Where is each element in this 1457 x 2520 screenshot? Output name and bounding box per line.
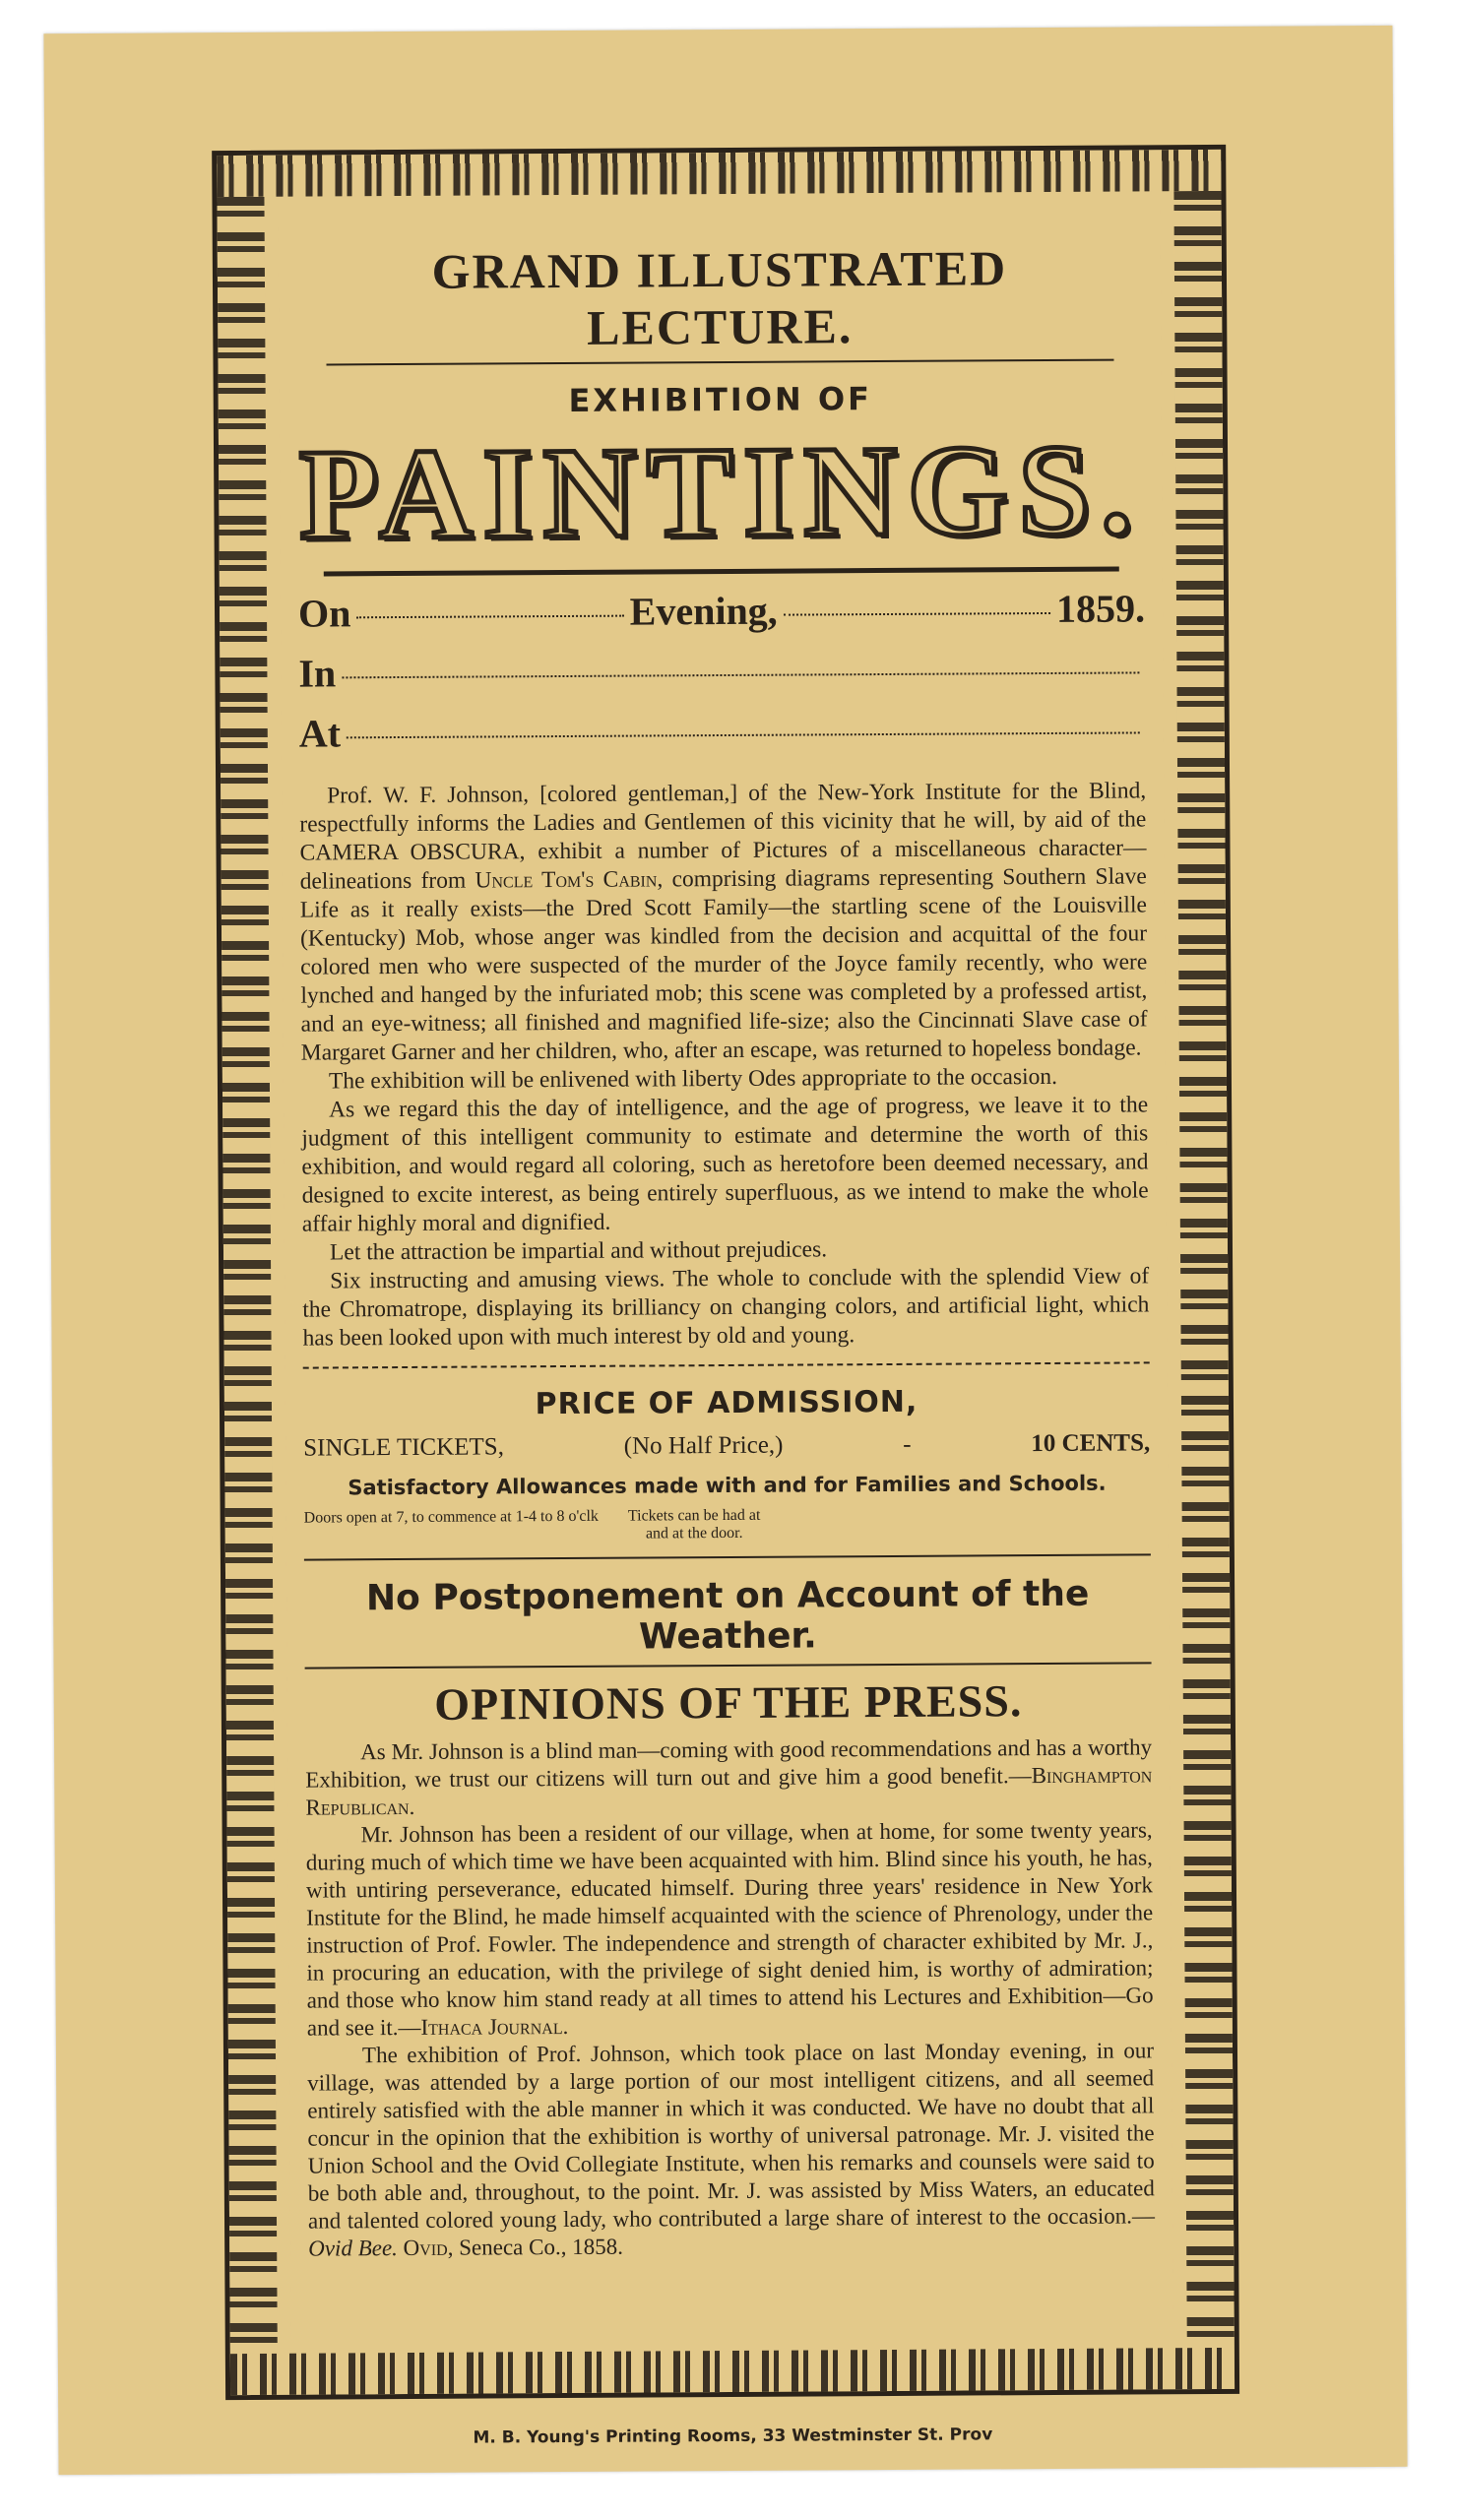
allowances-note: Satisfactory Allowances made with and for Families and Schools. — [348, 1471, 1107, 1499]
paragraph: Let the attraction be impartial and without prejudices. — [329, 1235, 828, 1266]
exhibition-subheading: EXHIBITION OF — [568, 380, 873, 419]
dash: - — [903, 1430, 912, 1458]
date-blank — [784, 612, 1050, 616]
divider — [304, 1553, 1151, 1560]
at-label: At — [298, 710, 342, 756]
evening-label: Evening, — [629, 588, 778, 634]
left-ornament-band — [217, 197, 277, 2354]
press-heading: OPINIONS OF THE PRESS. — [434, 1674, 1023, 1730]
date-line — [298, 585, 1145, 636]
divider-dashed — [303, 1361, 1150, 1368]
divider-thick — [324, 566, 1119, 576]
ticket-label: SINGLE TICKETS, — [303, 1432, 504, 1462]
top-ornament-band — [217, 150, 1221, 197]
date-blank — [356, 614, 623, 618]
poster-body — [279, 201, 1173, 2343]
press-opinions — [305, 1733, 1155, 2262]
paragraph: Prof. W. F. Johnson, [colored gentleman,] of the New-York Institute for the Blind, respectfully informs the Ladies and Gentlemen of this vicinity that he will, by aid of the CAMERA OBSCURA, exhibit a number of Pictures of a miscellaneous character—delineations from Uncle Tom's Cabin, comprising diagrams representing Southern Slave Life as it really exists—the Dred Scott Family—the startling scene of the Louisville (Kentucky) Mob, whose anger was kindled from the decision and acquittal of the four colored men who were suspected of the murder of the Joyce family recently, who were lynched and hanged by the infuriated mob; this scene was completed by a professed artist, and an eye-witness; all finished and magnified life-size; also the Cincinnati Slave case of Margaret Garner and her children, who, after an escape, was returned to hopeless bondage. — [299, 777, 1148, 1066]
paragraph: Six instructing and amusing views. The whole to conclude with the splendid View of the Chromatrope, displaying its brilliancy on changing colors, and artificial light, which has been looked upon with much interest by old and young. — [302, 1262, 1150, 1352]
on-label: On — [297, 590, 351, 636]
printer-imprint: M. B. Young's Printing Rooms, 33 Westminster St. Prov — [473, 2425, 993, 2448]
right-ornament-band — [1173, 191, 1234, 2348]
venue-line — [299, 705, 1146, 756]
half-price-note: (No Half Price,) — [623, 1431, 784, 1460]
venue-blank — [347, 731, 1140, 738]
ticket-price-row — [303, 1429, 1150, 1462]
paragraph: The exhibition will be enlivened with liberty Odes appropriate to the occasion. — [328, 1063, 1058, 1095]
bottom-ornament-band — [230, 2348, 1235, 2395]
divider — [326, 359, 1113, 366]
poster-sheet — [43, 26, 1407, 2475]
divider — [305, 1662, 1152, 1669]
admission-heading: PRICE OF ADMISSION, — [535, 1384, 919, 1421]
year-label: 1859. — [1055, 585, 1146, 631]
in-label: In — [298, 651, 337, 696]
place-blank — [342, 671, 1139, 678]
paintings-title: PAINTINGS. — [298, 416, 1144, 567]
lecture-heading: GRAND ILLUSTRATED LECTURE. — [431, 240, 1008, 355]
weather-notice: No Postponement on Account of the Weather. — [365, 1573, 1090, 1658]
press-quote: As Mr. Johnson is a blind man—coming with good recommendations and has a worthy Exhibition, we trust our citizens will turn out and give him a good benefit.—Binghampton Republican. — [305, 1733, 1153, 1820]
press-quote: Mr. Johnson has been a resident of our village, when at home, for some twenty years, during much of which time we have been acquainted with him. Blind since his youth, he has, with untiring perseverance, educated himself. During three years' residence in New York Institute for the Blind, he made himself acquainted with the science of Phrenology, under the instruction of Prof. Fowler. The independence and strength of character exhibited by Mr. J., in procuring an education, with the privilege of sight denied him, is worthy of admiration; and those who know him stand ready at all times to attend his Lectures and Exhibition—Go and see it.—Ithaca Journal. — [305, 1816, 1154, 2041]
doors-note: Doors open at 7, to commence at 1-4 to 8 o'clk Tickets can be had at and at the door. — [303, 1506, 761, 1543]
paragraph: As we regard this the day of intelligence, and the age of progress, we leave it to the judgment of this intelligent community to estimate and determine the worth of this exhibition, and would regard all coloring, such as heretofore been deemed necessary, and designed to excite interest, as being entirely superfluous, as we intend to make the whole affair highly moral and dignified. — [301, 1091, 1149, 1237]
ornamental-border — [212, 145, 1239, 2400]
press-quote: The exhibition of Prof. Johnson, which took place on last Monday evening, in our village, was attended by a large portion of our most intelligent citizens, and all seemed entirely satisfied with the able manner in which it was conducted. We have no doubt that all concur in the opinion that the exhibition is worthy of universal patronage. Mr. J. visited the Union School and the Ovid Collegiate Institute, when his remarks and counsels were said to be both able and, throughout, to the point. Mr. J. was assisted by Miss Waters, an educated and talented colored young lady, who contributed a large share of interest to the occasion.—Ovid Bee. Ovid, Seneca Co., 1858. — [307, 2037, 1156, 2261]
place-line — [298, 645, 1145, 696]
announcement-text — [299, 777, 1150, 1353]
ticket-price: 10 CENTS, — [1031, 1428, 1151, 1457]
